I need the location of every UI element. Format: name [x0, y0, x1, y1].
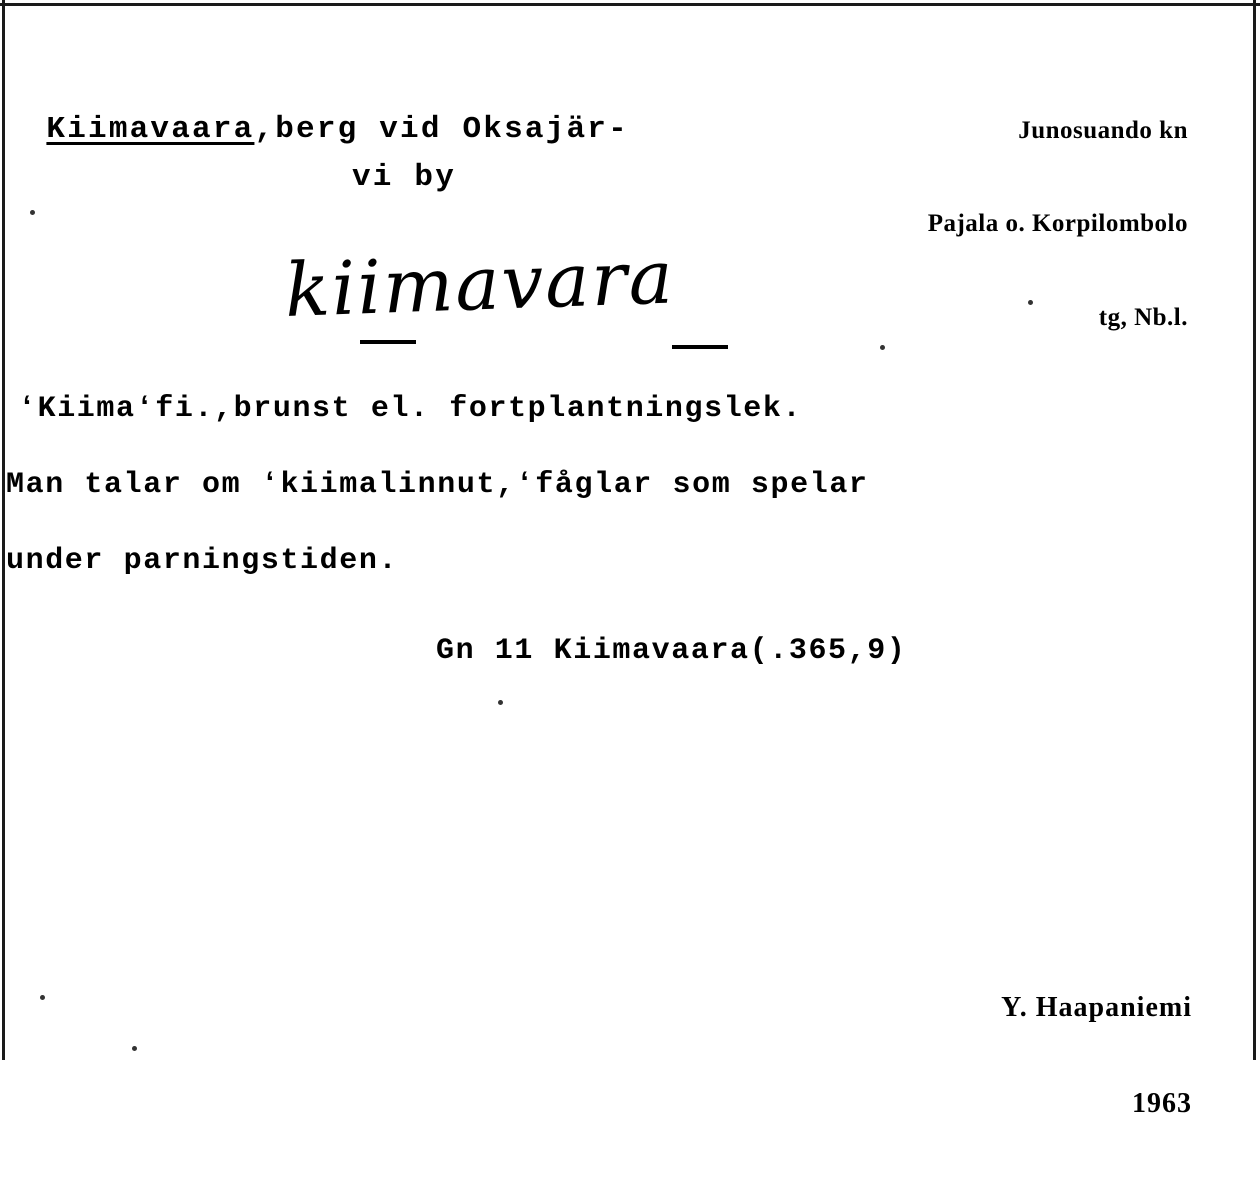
scan-speck: [880, 345, 885, 350]
scan-speck: [132, 1046, 137, 1051]
headword-line: [8, 94, 629, 165]
headword-line-2: vi by: [352, 160, 457, 195]
handwritten-form: kiimavara: [283, 234, 677, 334]
signature-name: Y. Haapaniemi: [1001, 992, 1192, 1023]
scan-edge-top: [0, 3, 1260, 6]
parish-stamp: [548, 52, 1188, 396]
source-reference: Gn 11 Kiimavaara(.365,9): [436, 634, 907, 668]
signature: [672, 928, 1192, 1184]
handwritten-underline-2: [672, 345, 728, 349]
stamp-line-2: Pajala o. Korpilombolo: [927, 210, 1188, 238]
stamp-line-3: tg, Nb.l.: [1098, 304, 1188, 331]
scan-edge-left: [2, 0, 5, 1060]
definition-line-3: under parningstiden.: [6, 544, 399, 578]
scan-speck: [40, 995, 45, 1000]
headword-gloss: ,berg vid Oksajär-: [254, 112, 629, 147]
definition-line-2: Man talar om ʻkiimalinnut,ʻfåglar som spelar: [6, 468, 869, 502]
headword: Kiimavaara: [46, 112, 255, 147]
scan-speck: [1028, 300, 1033, 305]
handwritten-underline-1: [360, 340, 416, 344]
scan-speck: [498, 700, 503, 705]
stamp-line-1: Junosuando kn: [1018, 116, 1188, 144]
scan-speck: [30, 210, 35, 215]
definition-line-1: ʻKiimaʻfi.,brunst el. fortplantningslek.: [18, 392, 803, 426]
signature-year: 1963: [1132, 1088, 1192, 1119]
scan-edge-right: [1253, 0, 1256, 1060]
